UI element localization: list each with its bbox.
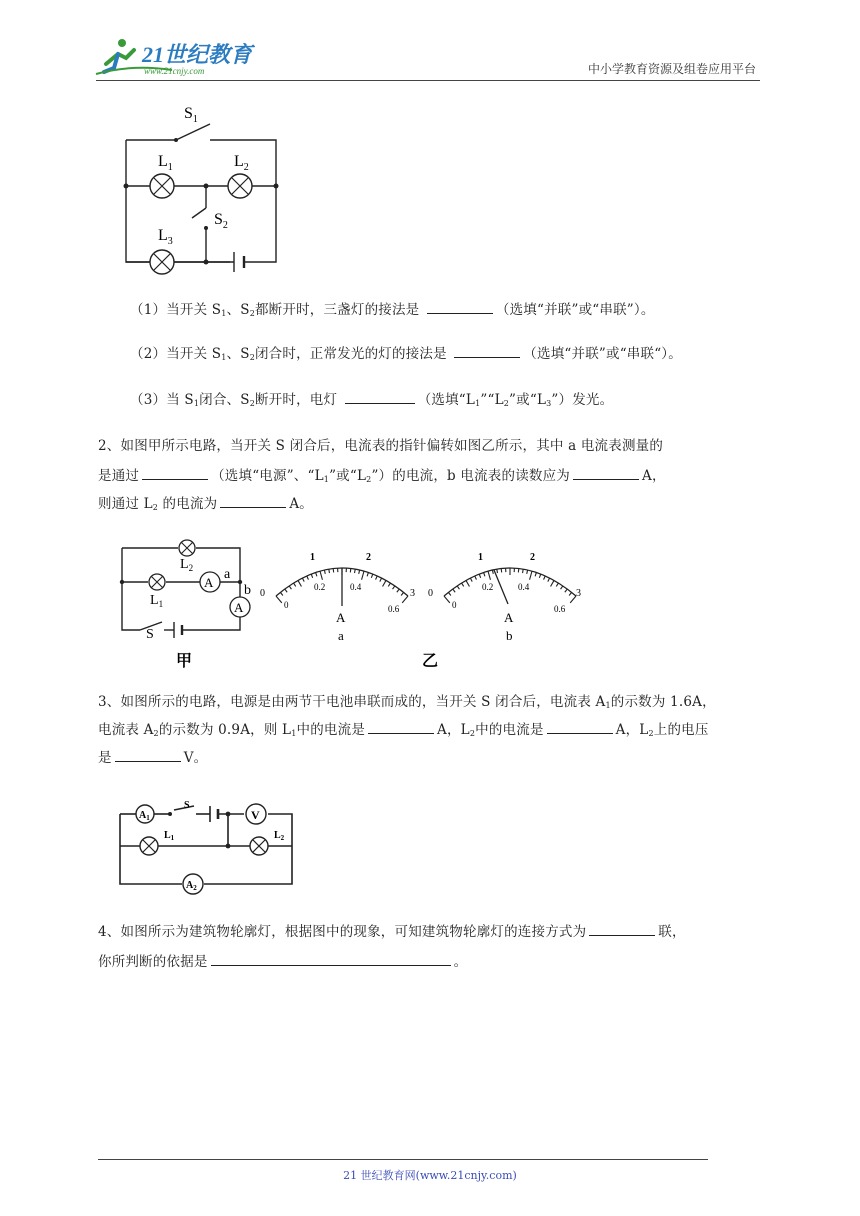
svg-text:A2: $A_2$ <box>186 880 197 892</box>
answer-blank[interactable] <box>454 343 520 358</box>
dial-tick <box>561 586 563 589</box>
dial-tick <box>355 569 356 573</box>
bulb-icon <box>250 837 268 855</box>
dial-tick <box>569 592 571 595</box>
svg-text:0: 0 <box>260 588 265 599</box>
svg-text:L2: $L_2$ <box>234 153 249 173</box>
logo-url: www.21cnjy.com <box>144 66 205 76</box>
answer-blank[interactable] <box>547 719 613 734</box>
ammeter-icon <box>200 572 220 592</box>
svg-text:0.6: 0.6 <box>388 604 400 614</box>
circuit-figure-2 <box>110 530 610 670</box>
svg-text:A: A <box>336 610 346 625</box>
dial-tick <box>324 570 325 574</box>
svg-text:S: S <box>146 627 154 642</box>
svg-text:1: 1 <box>478 552 483 563</box>
meter-dial-b <box>428 552 581 643</box>
dial-tick <box>457 586 459 589</box>
svg-text:1: 1 <box>310 552 315 563</box>
dial-tick <box>402 596 408 603</box>
q1-part3: （3）当 $S_1$闭合、$S_2$断开时，电灯 （选填“$L_1”“L_2$”或“$L_3$”）发光。 <box>130 386 613 418</box>
dial-tick <box>492 570 493 574</box>
dial-tick <box>497 569 498 573</box>
dial-tick <box>523 569 524 573</box>
svg-text:S2: $S_2$ <box>214 211 228 231</box>
svg-text:V: V <box>251 808 260 822</box>
svg-text:L2: $L_2$ <box>274 830 285 842</box>
svg-text:A: A <box>504 610 514 625</box>
dial-tick <box>535 572 536 576</box>
dial-tick <box>329 569 330 573</box>
svg-text:2: 2 <box>366 552 371 563</box>
dial-tick <box>359 570 360 574</box>
dial-tick <box>362 571 364 580</box>
q3-line2: 电流表 $A_2$的示数为 0.9A，则 $L_1$中的电流是 A，$L_2$中的电流是 A，$L_2$上的电压 <box>98 716 709 748</box>
q2-line2: 是通过 （选填“电源”、“$L_1$”或“$L_2$”）的电流，b 电流表的读数应为 A， <box>98 462 666 494</box>
answer-blank[interactable] <box>427 299 493 314</box>
answer-blank[interactable] <box>211 951 451 966</box>
bulb-icon <box>150 174 174 198</box>
q2-line3: 则通过 $L_2$ 的电流为 A。 <box>98 490 313 522</box>
answer-blank[interactable] <box>115 747 181 762</box>
dial-tick <box>448 592 450 595</box>
figure-caption-jia: 甲 <box>176 653 193 670</box>
svg-text:b: b <box>244 583 251 598</box>
bulb-icon <box>140 837 158 855</box>
figure-caption-yi: 乙 <box>422 653 439 670</box>
dial-tick <box>527 570 528 574</box>
q1-part2: （2）当开关 $S_1$、$S_2$闭合时，正常发光的灯的接法是 （选填“并联”或“串联“）。 <box>130 340 682 372</box>
q3-line3: 是 V。 <box>98 744 207 773</box>
dial-tick <box>320 571 322 580</box>
bulb-icon <box>228 174 252 198</box>
dial-tick <box>316 572 317 576</box>
voltmeter-icon <box>246 804 266 824</box>
footer-text: 21 世纪教育网(www.21cnjy.com) <box>343 1169 517 1182</box>
bulb-icon <box>150 250 174 274</box>
ammeter-icon <box>183 874 203 894</box>
svg-text:A: A <box>204 575 214 590</box>
svg-text:S1: $S_1$ <box>184 105 198 125</box>
dial-tick <box>393 586 395 589</box>
svg-text:0.6: 0.6 <box>554 604 566 614</box>
dial-tick <box>548 578 550 582</box>
svg-text:0.2: 0.2 <box>482 582 494 592</box>
dial-tick <box>371 574 372 578</box>
dial-tick <box>544 576 546 580</box>
dial-tick <box>401 592 403 595</box>
dial-tick <box>280 592 282 595</box>
svg-text:S: S <box>184 800 190 811</box>
dial-tick <box>307 576 309 580</box>
svg-text:3: 3 <box>576 588 581 599</box>
answer-blank[interactable] <box>573 465 639 480</box>
dial-tick <box>453 589 455 592</box>
dial-tick <box>530 571 532 580</box>
site-logo <box>92 34 262 80</box>
dial-tick <box>551 580 554 586</box>
dial-tick <box>276 596 282 603</box>
dial-tick <box>383 580 386 586</box>
svg-text:L1: $L_1$ <box>150 593 164 609</box>
svg-text:0: 0 <box>284 600 289 610</box>
ammeter-icon <box>136 805 154 823</box>
svg-text:L3: $L_3$ <box>158 227 173 247</box>
dial-tick <box>556 583 558 586</box>
svg-text:L1: $L_1$ <box>158 153 173 173</box>
svg-text:3: 3 <box>410 588 415 599</box>
svg-text:0: 0 <box>428 588 433 599</box>
q3-line1: 3、如图所示的电路，电源是由两节干电池串联而成的，当开关 S 闭合后，电流表 $A_1$的示数为 1.6A， <box>98 694 716 710</box>
dial-tick <box>444 596 450 603</box>
answer-blank[interactable] <box>589 921 655 936</box>
dial-tick <box>488 571 490 580</box>
dial-tick <box>397 589 399 592</box>
dial-tick <box>289 586 291 589</box>
svg-text:a: a <box>224 567 231 582</box>
q4-line1: 4、如图所示为建筑物轮廓灯，根据图中的现象，可知建筑物轮廓灯的连接方式为 联， <box>98 918 686 947</box>
dial-tick <box>298 580 301 586</box>
footer-divider <box>98 1159 708 1160</box>
svg-text:b: b <box>506 628 513 643</box>
svg-text:0.4: 0.4 <box>518 582 530 592</box>
answer-blank[interactable] <box>220 493 286 508</box>
ammeter-icon <box>230 597 250 617</box>
circuit-figure-1 <box>110 96 300 282</box>
dial-tick <box>285 589 287 592</box>
svg-text:0: 0 <box>452 600 457 610</box>
dial-tick <box>311 574 312 578</box>
bulb-icon <box>179 540 195 556</box>
meter-dial-a <box>260 552 415 643</box>
dial-tick <box>462 583 464 586</box>
answer-blank[interactable] <box>368 719 434 734</box>
logo-text: 21世纪教育 <box>142 42 253 67</box>
svg-text:0.4: 0.4 <box>350 582 362 592</box>
dial-tick <box>470 578 472 582</box>
q2-line1: 2、如图甲所示电路，当开关 S 闭合后，电流表的指针偏转如图乙所示，其中 a 电流表测量的 <box>98 438 664 454</box>
dial-tick <box>565 589 567 592</box>
dial-tick <box>294 583 296 586</box>
dial-tick <box>380 578 382 582</box>
dial-tick <box>466 580 469 586</box>
svg-text:L1: $L_1$ <box>164 830 175 842</box>
dial-tick <box>367 572 368 576</box>
svg-text:2: 2 <box>530 552 535 563</box>
svg-text:L2: $L_2$ <box>180 557 194 573</box>
svg-text:a: a <box>338 628 344 643</box>
svg-text:A: A <box>234 600 244 615</box>
q1-part1: （1）当开关 $S_1$、$S_2$都断开时，三盏灯的接法是 （选填“并联”或“串联”）。 <box>130 296 655 328</box>
answer-blank[interactable] <box>345 389 415 404</box>
header-divider <box>96 80 760 81</box>
svg-text:A1: $A_1$ <box>139 810 150 822</box>
dial-tick <box>479 574 480 578</box>
bulb-icon <box>149 574 165 590</box>
q4-line2: 你所判断的依据是 。 <box>98 948 467 977</box>
header-platform-text: 中小学教育资源及组卷应用平台 <box>587 62 756 76</box>
dial-tick <box>388 583 390 586</box>
dial-tick <box>539 574 540 578</box>
answer-blank[interactable] <box>142 465 208 480</box>
svg-text:0.2: 0.2 <box>314 582 326 592</box>
circuit-figure-3 <box>112 796 302 896</box>
dial-tick <box>484 572 485 576</box>
dial-tick <box>302 578 304 582</box>
dial-tick <box>475 576 477 580</box>
dial-tick <box>376 576 378 580</box>
